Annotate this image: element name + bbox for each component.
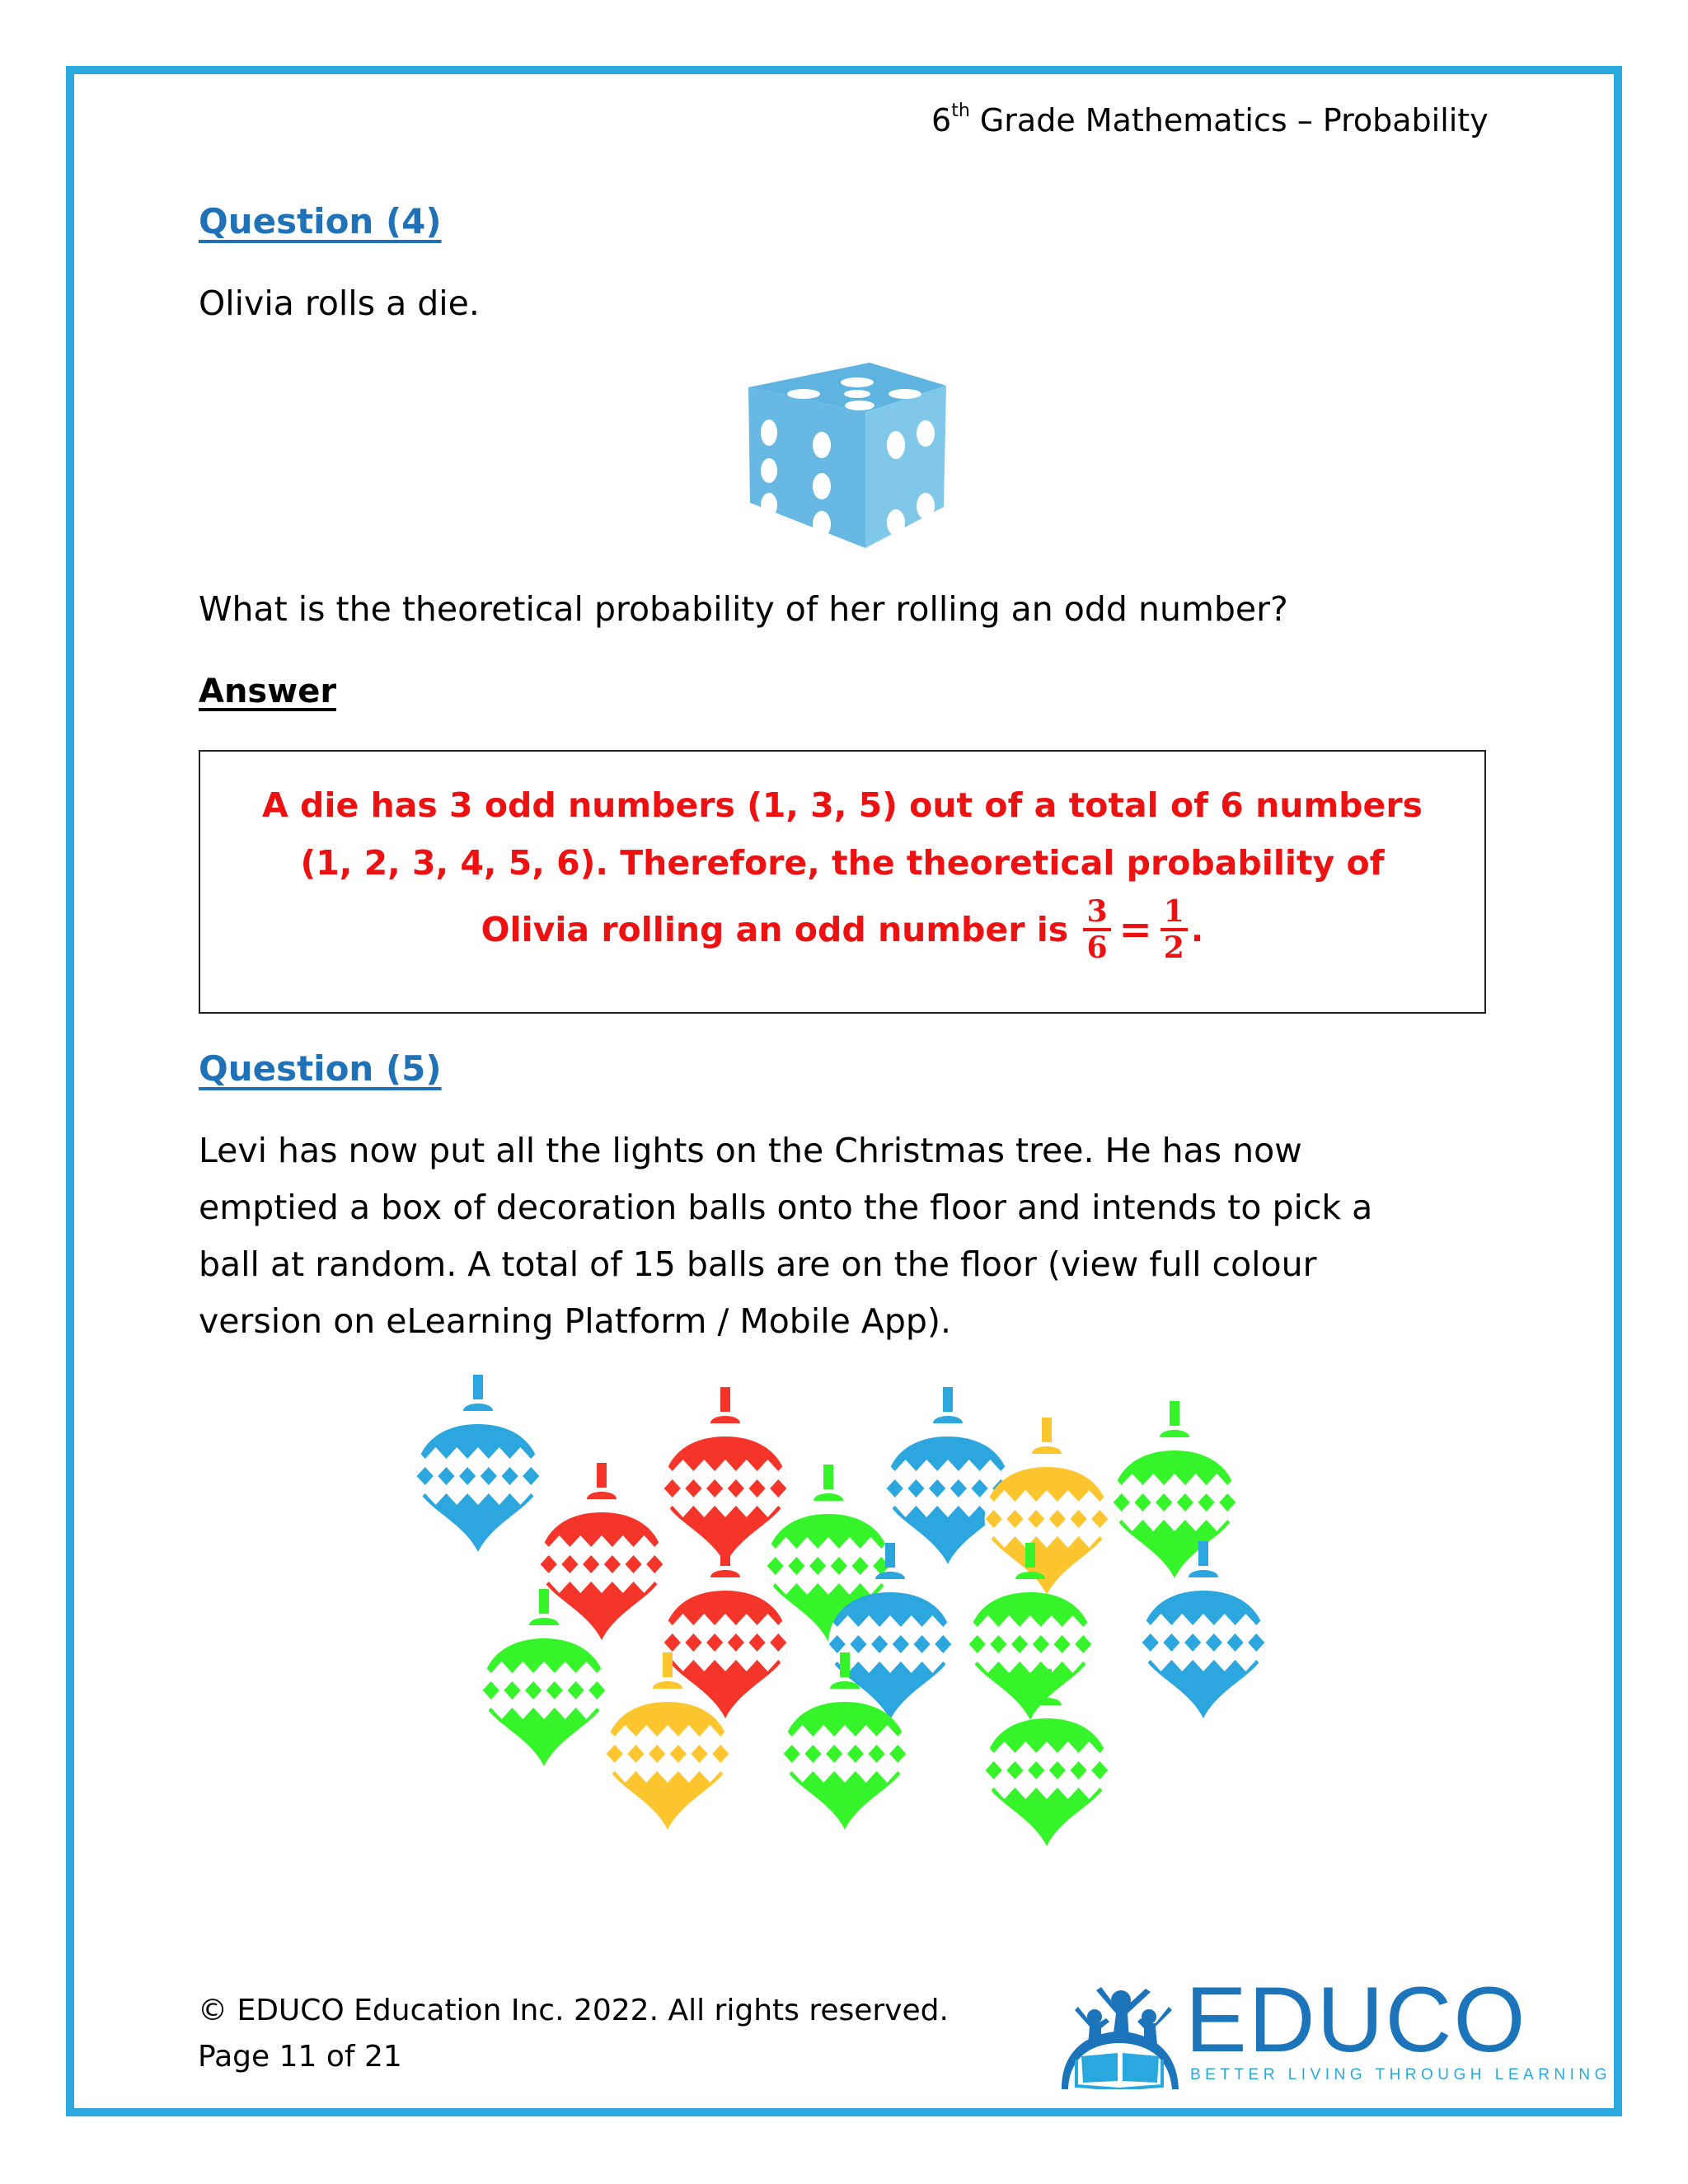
logo-tagline: BETTER LIVING THROUGH LEARNING	[1190, 2066, 1611, 2083]
equals-sign: =	[1118, 907, 1152, 953]
fraction-three-sixths: $\frac{3}{6}$	[1083, 895, 1110, 964]
answer-period: .	[1190, 910, 1204, 949]
grade-number: 6	[931, 102, 952, 138]
educo-people-book-icon	[1053, 1974, 1185, 2089]
footer	[198, 1988, 949, 2080]
die-image	[725, 363, 973, 560]
logo-wordmark: EDUCO	[1185, 1968, 1527, 2071]
answer-line-1: A die has 3 odd numbers (1, 3, 5) out of a total of 6 numbers	[262, 785, 1423, 825]
question-5-line-3: ball at random. A total of 15 balls are on the floor (view full colour	[199, 1244, 1317, 1284]
answer-line-3-prefix: Olivia rolling an odd number is	[481, 910, 1081, 949]
educo-logo	[1053, 1968, 1611, 2089]
question-5-text	[199, 1122, 1372, 1350]
answer-text	[200, 776, 1484, 964]
question-5-line-1: Levi has now put all the lights on the Christmas tree. He has now	[199, 1131, 1302, 1170]
header-title-text: Grade Mathematics – Probability	[969, 102, 1489, 138]
answer-label: Answer	[199, 673, 337, 710]
fraction-one-half: $\frac{1}{2}$	[1160, 895, 1188, 964]
question-4-intro: Olivia rolls a die.	[199, 284, 480, 323]
page-number: Page 11 of 21	[198, 2040, 402, 2074]
copyright-text: © EDUCO Education Inc. 2022. All rights reserved.	[198, 1994, 949, 2027]
question-4-heading: Question (4)	[199, 201, 442, 241]
question-5-line-2: emptied a box of decoration balls onto the floor and intends to pick a	[199, 1188, 1373, 1227]
question-4-prompt: What is the theoretical probability of her rolling an odd number?	[199, 589, 1288, 629]
answer-box	[199, 750, 1486, 1014]
question-5-heading: Question (5)	[199, 1048, 442, 1089]
header-title	[931, 101, 1489, 138]
answer-line-2: (1, 2, 3, 4, 5, 6). Therefore, the theoretical probability of	[300, 843, 1385, 883]
question-5-line-4: version on eLearning Platform / Mobile App).	[199, 1301, 951, 1341]
grade-suffix: th	[951, 101, 970, 121]
answer-line-3	[200, 895, 1484, 964]
die-icon	[725, 363, 973, 560]
